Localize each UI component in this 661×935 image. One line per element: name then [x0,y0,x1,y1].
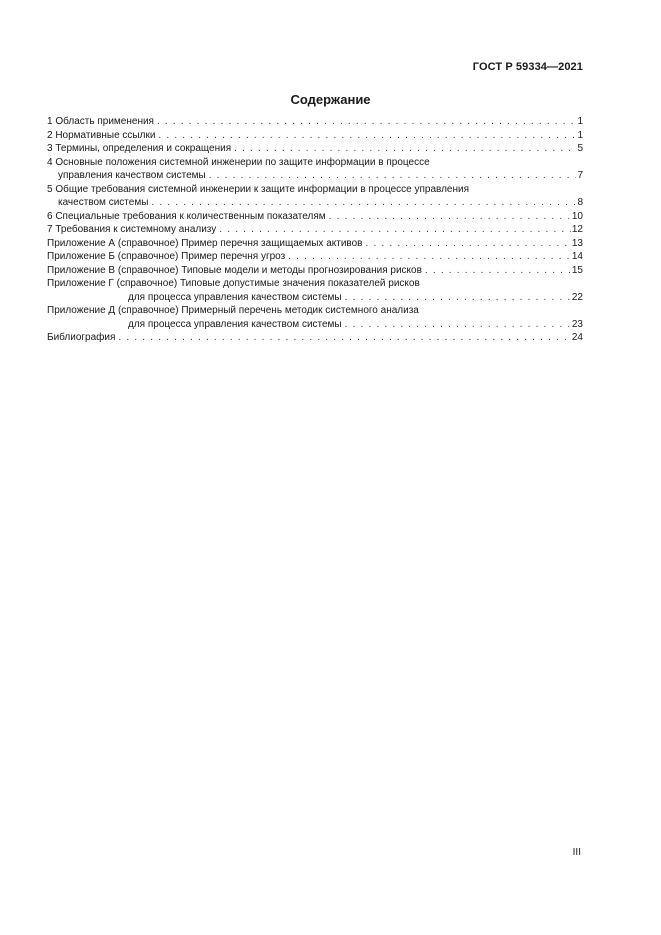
toc-entry-page: 1 [577,116,583,127]
toc-entry[interactable] [47,115,583,129]
toc-entry-text: 5 Общие требования системной инженерии к защите информации в процессе управления [47,183,470,195]
toc-entry-first-line[interactable] [47,304,583,318]
table-of-contents [47,115,583,345]
toc-entry[interactable] [47,331,583,345]
toc-entry-first-line[interactable] [47,183,583,197]
toc-entry-text: 1 Область применения [47,116,154,127]
toc-entry-page: 24 [571,332,583,343]
toc-entry-first-line[interactable] [47,156,583,170]
leader-dots [209,169,577,183]
toc-entry-text: 2 Нормативные ссылки [47,129,156,141]
toc-entry-text: для процесса управления качеством системы [128,318,342,330]
document-code: ГОСТ Р 59334—2021 [472,61,583,73]
toc-entry-page: 22 [571,291,583,303]
toc-entry-text: Библиография [47,332,116,343]
toc-entry-text: управления качеством системы [58,170,206,181]
toc-entry-page: 13 [571,237,583,249]
toc-entry-text: Приложение В (справочное) Типовые модели и методы прогнозирования рисков [47,264,422,276]
toc-entry-text: для процесса управления качеством системы [128,291,342,303]
leader-dots [234,142,576,156]
toc-entry-page: 15 [571,264,583,276]
toc-entry[interactable] [47,210,583,224]
page-number: III [572,847,581,858]
toc-entry-continuation[interactable] [47,196,583,210]
toc-entry-text: 7 Требования к системному анализу [47,224,217,235]
toc-entry-page: 1 [577,129,583,141]
leader-dots [151,196,576,210]
leader-dots [118,331,570,345]
toc-entry-continuation[interactable] [47,169,583,183]
leader-dots [329,210,571,224]
toc-entry-page: 7 [577,170,583,181]
leader-dots [158,129,576,143]
leader-dots [219,223,571,237]
toc-entry-continuation[interactable] [47,318,583,332]
toc-entry-first-line[interactable] [47,277,583,291]
toc-entry[interactable] [47,250,583,264]
leader-dots [288,250,571,264]
toc-entry-text: 4 Основные положения системной инженерии по защите информации в процессе [47,156,430,168]
toc-entry-text: 3 Термины, определения и сокращения [47,143,232,154]
toc-entry-page: 12 [571,224,583,235]
toc-entry-page: 23 [571,318,583,330]
toc-entry[interactable] [47,237,583,251]
toc-entry-continuation[interactable] [47,291,583,305]
leader-dots [345,318,571,332]
toc-entry-page: 10 [571,210,583,222]
toc-entry[interactable] [47,142,583,156]
leader-dots [345,291,571,305]
toc-entry-text: Приложение А (справочное) Пример перечня защищаемых активов [47,237,363,249]
toc-entry-text: Приложение Г (справочное) Типовые допустимые значения показателей рисков [47,278,420,289]
toc-entry-text: 6 Специальные требования к количественным показателям [47,210,326,222]
toc-entry[interactable] [47,129,583,143]
leader-dots [366,237,571,251]
toc-entry[interactable] [47,264,583,278]
leader-dots [157,115,576,129]
toc-title: Содержание [290,92,371,107]
toc-entry[interactable] [47,223,583,237]
toc-entry-text: качеством системы [58,197,149,208]
toc-entry-text: Приложение Б (справочное) Пример перечня угроз [47,251,286,262]
leader-dots [425,264,571,278]
toc-entry-page: 14 [571,251,583,262]
toc-entry-page: 5 [577,143,583,154]
toc-entry-page: 8 [577,197,583,208]
toc-entry-text: Приложение Д (справочное) Примерный перечень методик системного анализа [47,305,419,316]
